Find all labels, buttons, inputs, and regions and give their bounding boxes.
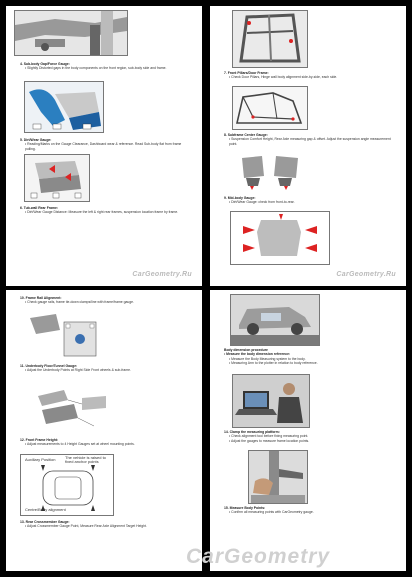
section-text: • Adjust the Underbody Points at Right Side Front wheels & sub-frame. (25, 368, 131, 373)
document-page-4 (210, 290, 406, 571)
section-8 (224, 133, 394, 146)
section-heading: 8. Subframe Center Gauge: (224, 133, 268, 137)
section-heading: 4. Sub-body Gap/Force Gauge: (20, 62, 70, 66)
section-heading: 6. Tub-wall Rear Frame: (20, 206, 58, 210)
section-12 (20, 438, 190, 447)
sub-body-gauge-figure (24, 81, 104, 133)
section-heading: 15. Measure Body Points: (224, 506, 266, 510)
section-9 (224, 196, 394, 205)
technician-laptop-photo (232, 374, 310, 428)
section-text: • Check Door Pillars, Hinge wall body alignment side-by-side, each side. (229, 75, 338, 80)
section-heading: 11. Underbody Floor/Tunnel Gauge: (20, 364, 78, 368)
vehicle-on-lift-photo (230, 294, 320, 346)
section-15 (224, 506, 394, 515)
section-text: • Adjust measurements to 4 Height Gauges set at wheel mounting points. (25, 442, 135, 447)
door-pillar-figure (232, 10, 308, 68)
section-heading: 12. Front Frame Height: (20, 438, 59, 442)
section-heading: 9. Mid-body Gauge: (224, 196, 256, 200)
section-4 (20, 62, 190, 71)
body-dimension-steps (224, 348, 394, 366)
section-text: • Suspension Comfort Height, Rear Axle measuring gap & offset. Adjust the suspension angle measurement point. (229, 137, 391, 146)
underbody-tunnel-figure (34, 386, 110, 432)
section-text: • Slightly Distorted gaps in the body components on the front region, sub-body side and frame. (25, 66, 167, 71)
watermark: CarGeometry.Ru (336, 271, 396, 278)
section-text: • Check alignment tool before fixing measuring point. (229, 434, 309, 439)
section-heading: 5. Dirt/Wear Gauge: (20, 138, 52, 142)
section-text: • Dirt/Wear Gauge Distance: Measure the left & right rear frames, suspension location frame by frame. (25, 210, 179, 215)
frame-rail-figure (26, 312, 100, 358)
body-frame-figure (232, 86, 308, 130)
section-heading: 13. Rear Crossmember Gauge: (20, 520, 70, 524)
section-11 (20, 364, 190, 373)
section-text: • Measuring Arm to the plotter in relation to body reference. (229, 361, 318, 366)
section-text: • Adjust the gauges to measure frame location points. (229, 438, 310, 443)
document-page-2 (210, 6, 406, 286)
front-frame-height-figure (20, 454, 114, 516)
mid-body-gauge-figure (230, 211, 330, 265)
section-text: • Measure the Body Measuring system to the body. (229, 356, 306, 361)
watermark-large: CarGeometry (186, 545, 331, 568)
watermark: CarGeometry.Ru (132, 271, 192, 278)
section-text: • Reading/Marks on the Gauge Clearance, Dashboard wear & reference. Read Sub-body flat from frame pulling. (25, 142, 182, 151)
section-heading: Body dimension procedure (224, 348, 268, 352)
section-13 (20, 520, 190, 529)
document-page-1 (6, 6, 202, 286)
section-heading: • Measure the body dimension reference: (224, 352, 291, 357)
section-5 (20, 138, 190, 151)
figure-callout-anchor: The vehicle is raised to fixed anchor points (65, 455, 106, 464)
document-page-3 (6, 290, 202, 571)
section-heading: 10. Frame Rail Alignment: (20, 296, 62, 300)
section-7 (224, 71, 394, 80)
figure-callout-auxiliary: Auxiliary Position (25, 457, 56, 462)
figure-callout-centre: Centre/Body alignment (25, 507, 66, 512)
section-text: • Adjust Crossmember Gauge Point, Measure Rear Axle Alignment Target Height. (25, 524, 147, 529)
section-heading: 14. Clamp the measuring platform: (224, 430, 280, 434)
subframe-gauge-figure (232, 152, 306, 192)
section-text: • Check gauge rails, frame tie-down clamps/line with frame/frame gauge. (25, 300, 134, 305)
section-10 (20, 296, 190, 305)
underbody-photo-figure (14, 10, 128, 56)
section-14 (224, 430, 394, 443)
section-heading: 7. Front Pillars/Door Frame: (224, 71, 269, 75)
wear-gauge-figure (24, 154, 90, 202)
measuring-arm-photo (248, 450, 308, 504)
section-text: • Confirm all measuring points with CarGeometry gauge. (229, 510, 314, 515)
section-text: • Dirt/Wear Gauge: check from front-to-rear. (229, 200, 295, 205)
section-6 (20, 206, 190, 215)
